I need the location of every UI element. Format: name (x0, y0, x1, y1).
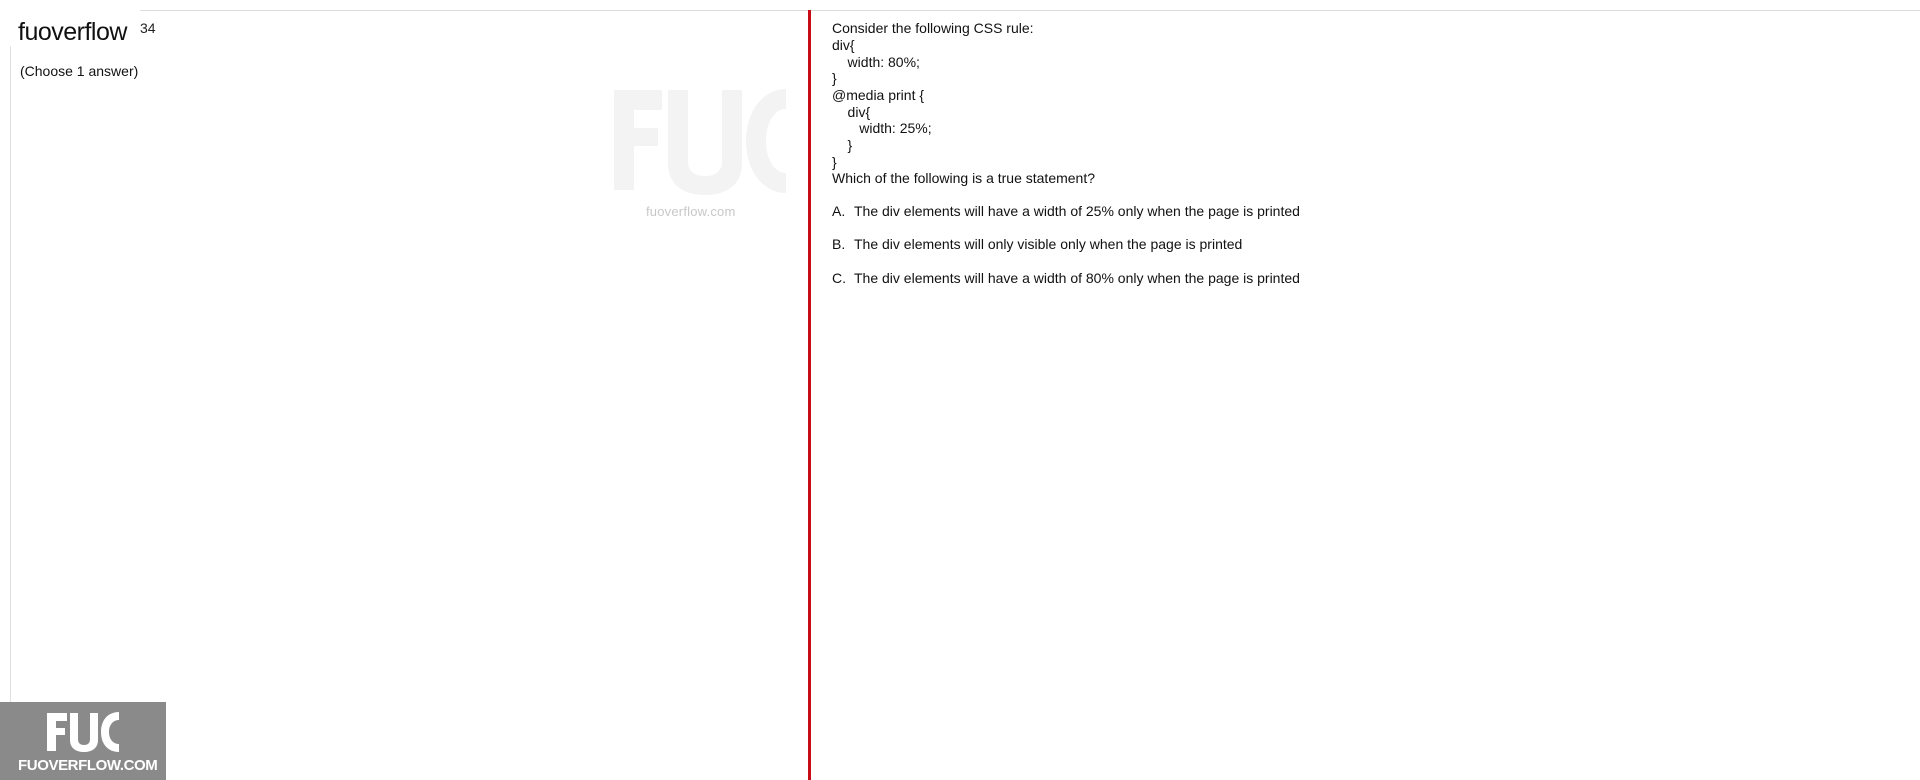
fuoverflow-watermark-icon (610, 85, 790, 195)
question-info-panel (0, 0, 808, 780)
question-line-4: } (832, 70, 837, 86)
question-line-2: div{ (832, 37, 855, 53)
answer-option-c-text: The div elements will have a width of 80% only when the page is printed (854, 270, 1300, 286)
answer-option-b-text: The div elements will only visible only when the page is printed (854, 236, 1243, 252)
answer-option-a-letter: A. (832, 203, 846, 219)
question-line-3: width: 80%; (832, 54, 920, 70)
question-line-9: } (832, 154, 837, 170)
question-line-6: div{ (832, 104, 871, 120)
question-line-7: width: 25%; (832, 120, 932, 136)
question-content-panel (832, 20, 1892, 760)
answer-option-b-letter: B. (832, 236, 846, 252)
answer-option-c-letter: C. (832, 270, 846, 286)
answer-option-a-text: The div elements will have a width of 25% only when the page is printed (854, 203, 1300, 219)
answer-option-a[interactable] (832, 203, 1300, 219)
question-prompt: Which of the following is a true statement? (832, 170, 1096, 186)
question-line-8: } (832, 137, 853, 153)
red-vertical-divider (808, 10, 811, 780)
answer-option-c[interactable] (832, 270, 1300, 286)
question-line-1: Consider the following CSS rule: (832, 20, 1034, 36)
brand-title: fuoverflow (18, 18, 127, 46)
answer-instruction: (Choose 1 answer) (20, 63, 139, 79)
question-line-5: @media print { (832, 87, 925, 103)
fuo-logo-icon (45, 711, 121, 753)
footer-logo-text: FUOVERFLOW.COM (18, 757, 158, 774)
question-number: 34 (140, 20, 156, 36)
watermark-text: fuoverflow.com (646, 204, 736, 219)
fuoverflow-footer-logo (0, 702, 166, 780)
answer-option-b[interactable] (832, 236, 1242, 252)
